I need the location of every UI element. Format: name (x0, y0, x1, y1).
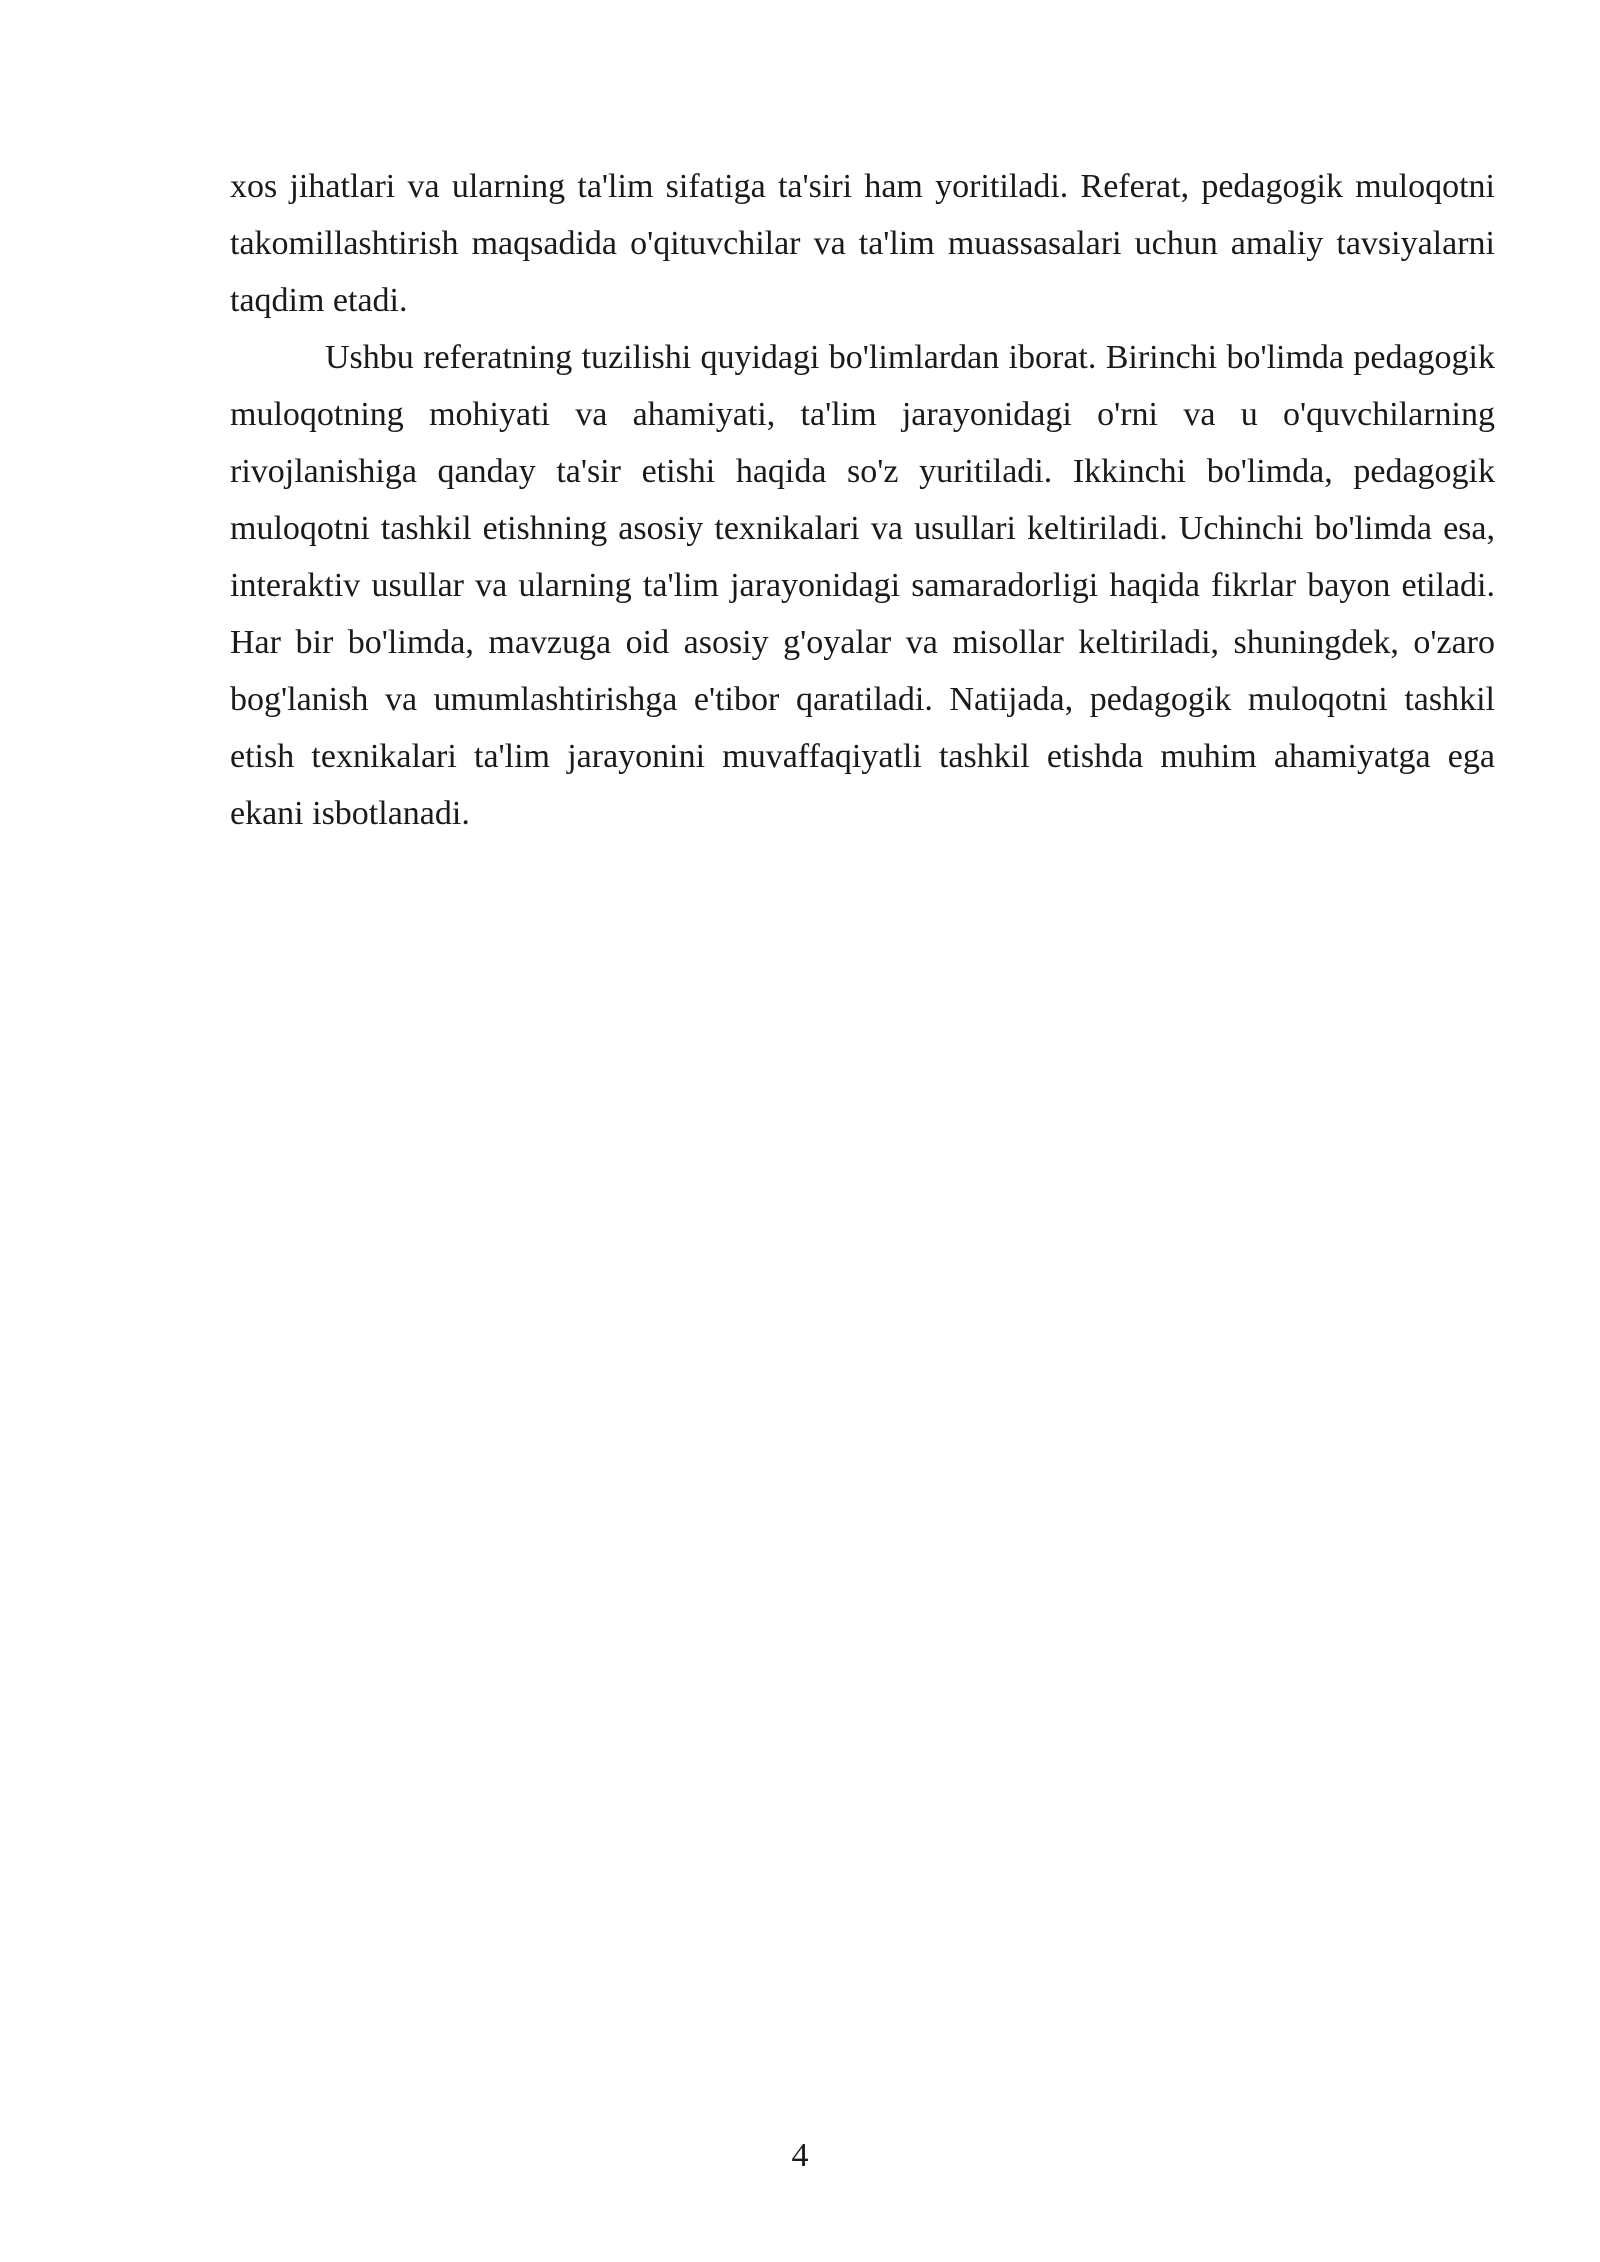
paragraph-continuation: xos jihatlari va ularning ta'lim sifatiga ta'siri ham yoritiladi. Referat, pedagogik muloqotni takomillashtirish maqsadida o'qituvchilar va ta'lim muassasalari uchun amaliy tavsiyalarni taqdim etadi. (230, 168, 1495, 319)
body-text (230, 158, 1495, 842)
page-number: 4 (791, 2137, 809, 2174)
paragraph-structure: Ushbu referatning tuzilishi quyidagi bo'limlardan iborat. Birinchi bo'limda pedagogik muloqotning mohiyati va ahamiyati, ta'lim jarayonidagi o'rni va u o'quvchilarning rivojlanishiga qanday ta'sir etishi haqida so'z yuritiladi. Ikkinchi bo'limda, pedagogik muloqotni tashkil etishning asosiy texnikalari va usullari keltiriladi. Uchinchi bo'limda esa, interaktiv usullar va ularning ta'lim jarayonidagi samaradorligi haqida fikrlar bayon etiladi. Har bir bo'limda, mavzuga oid asosiy g'oyalar va misollar keltiriladi, shuningdek, o'zaro bog'lanish va umumlashtirishga e'tibor qaratiladi. Natijada, pedagogik muloqotni tashkil etish texnikalari ta'lim jarayonini muvaffaqiyatli tashkil etishda muhim ahamiyatga ega ekani isbotlanadi. (230, 339, 1495, 832)
